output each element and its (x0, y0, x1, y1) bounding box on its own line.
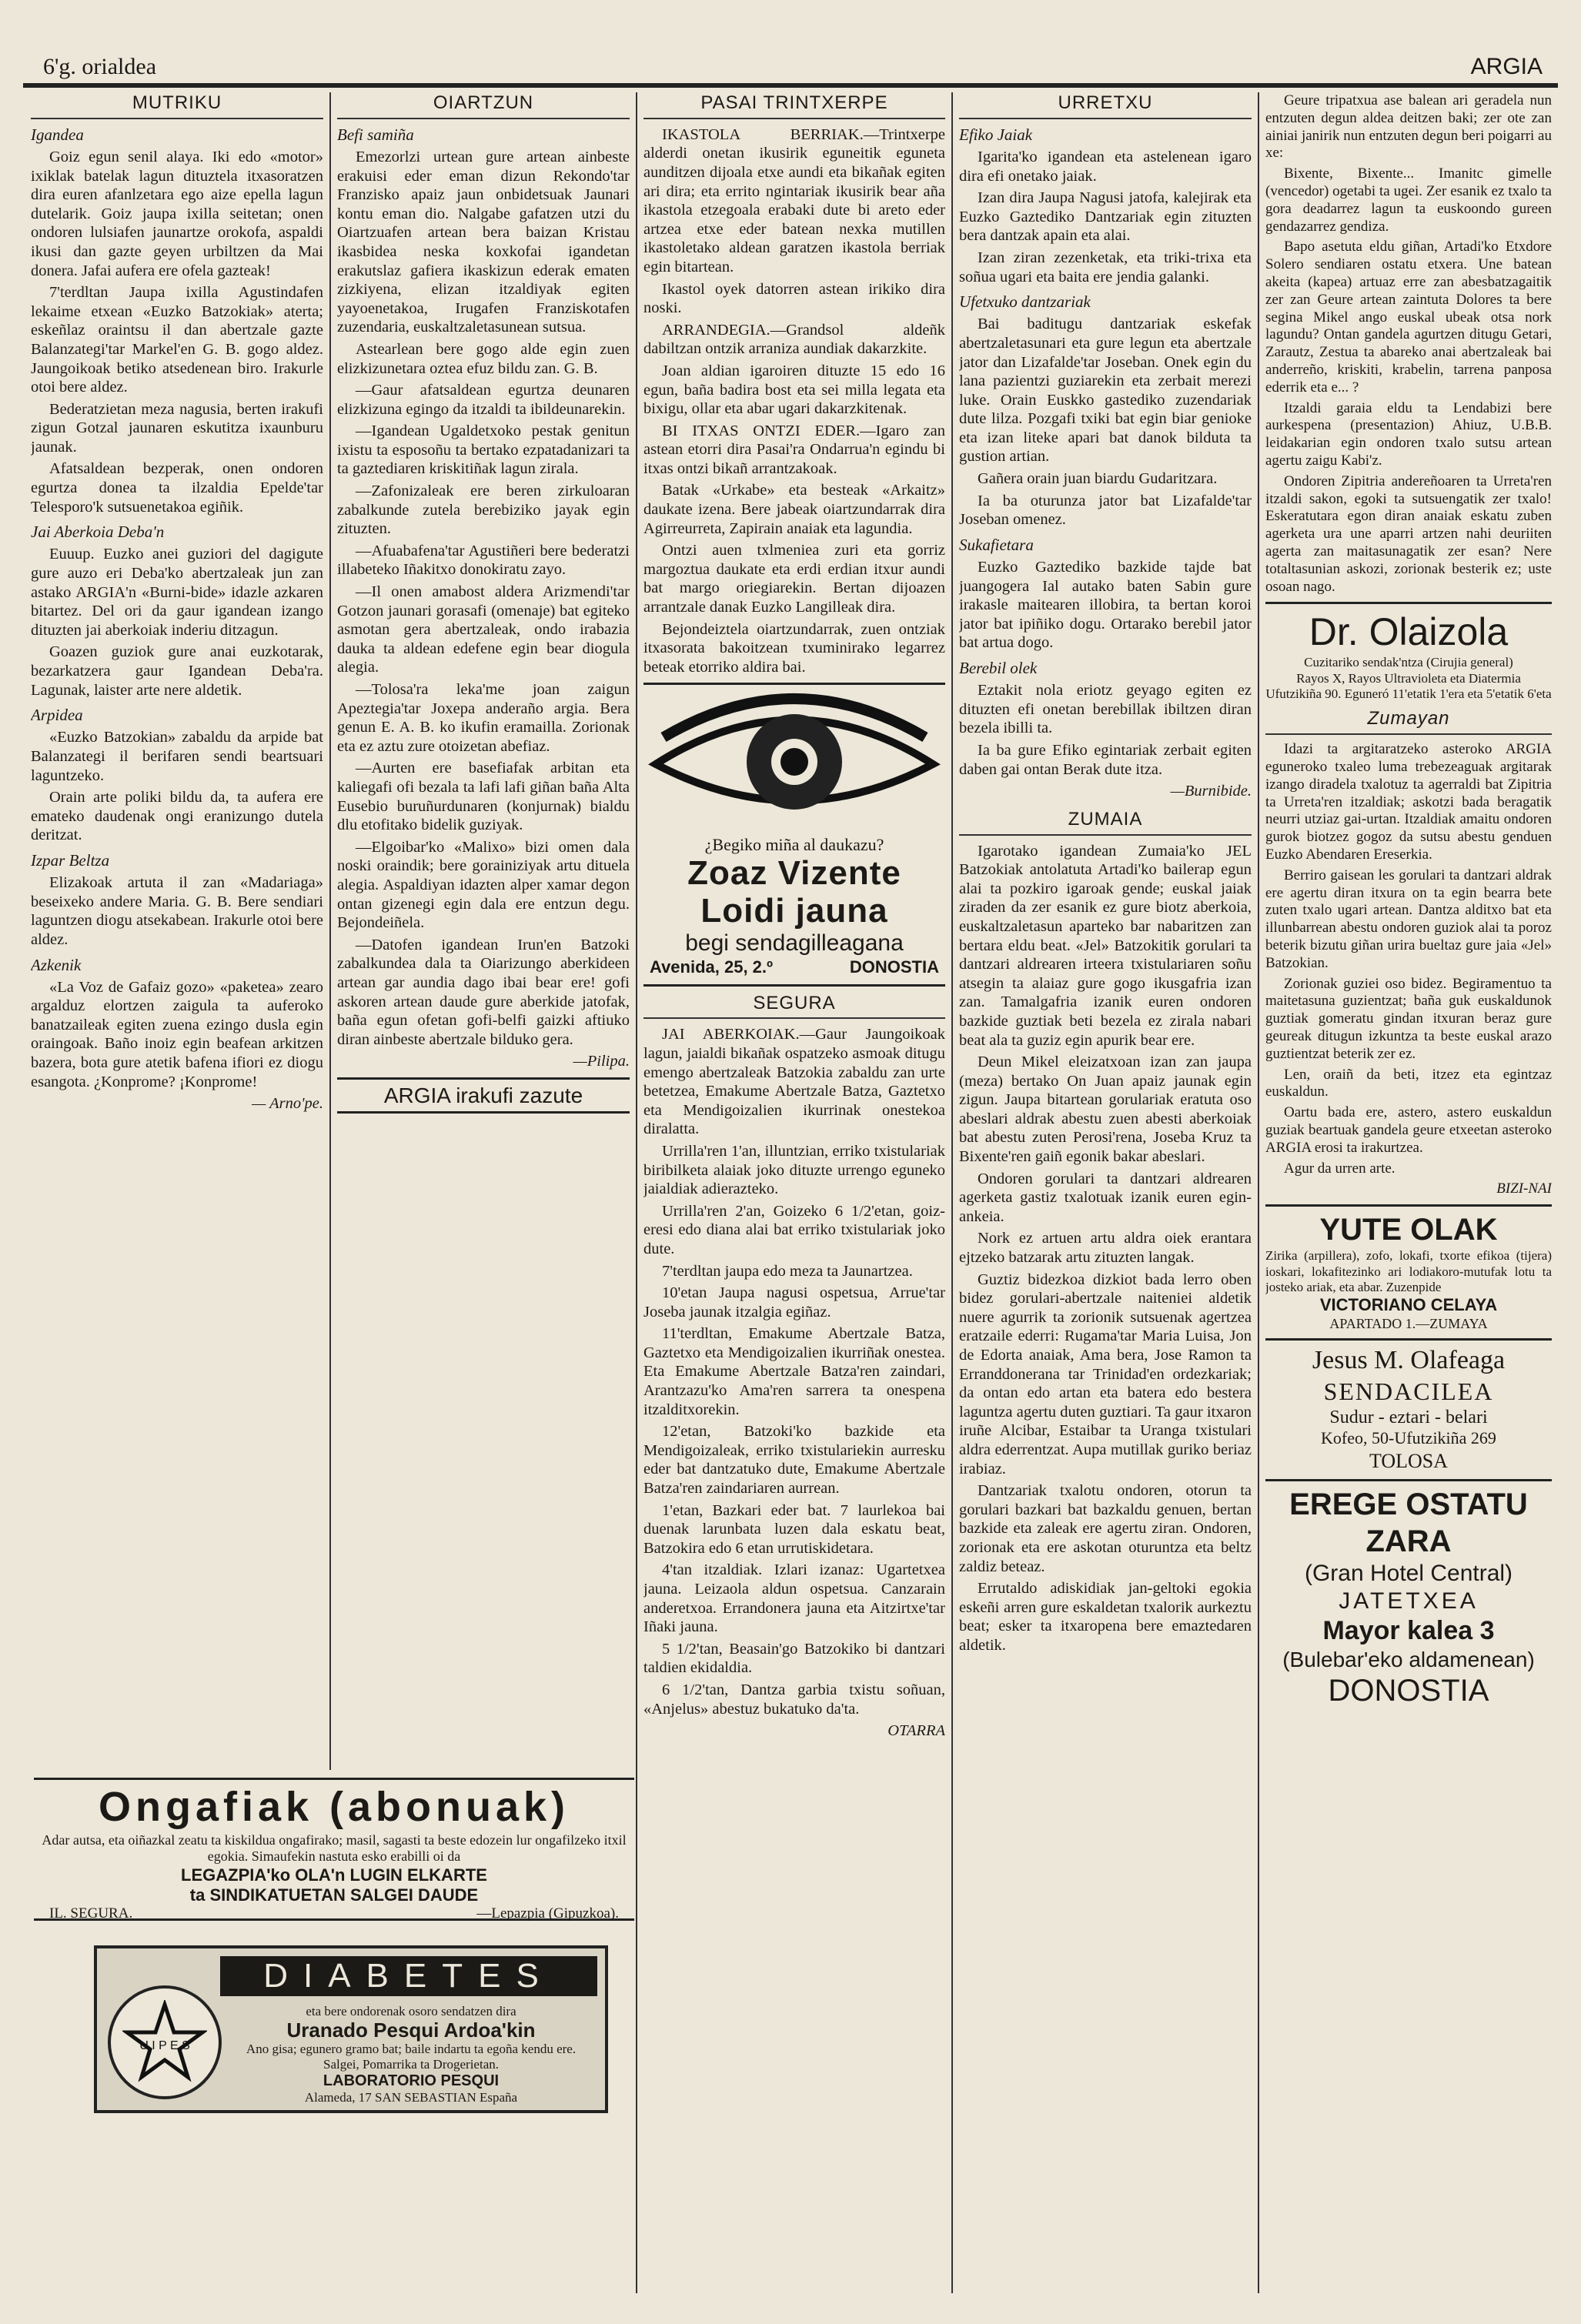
paragraph: «La Voz de Gafaiz gozo» «paketea» zearo argalduz elortzen zaigula ta auferoko banatzaileak egiten zuena ezingo dusla egin oraingoak. Baño inoiz egin beafean arkitzen bazera, bota gure atetik bafena ifiori ez diogu esangota. ¿Konprome? ¡Konprome! (31, 978, 323, 1090)
seal-letters: U I P E S (139, 2039, 190, 2052)
ad-address: Kofeo, 50-Ufutzikiña 269 (1321, 1428, 1496, 1448)
paragraph: 11'terdltan, Emakume Abertzale Batza, Gaztetxo eta Mendigoizalien ikurriñak onestea. Eta Emakume Abertzale Batza'ren zaindari, Arantzazu'ko Ama'ren sarrera ta onespena itzalditxorekin. (643, 1325, 945, 1418)
signature: —Burnibide. (1170, 783, 1252, 800)
yute-olak-ad (1265, 1204, 1552, 1332)
ad-city: DONOSTIA (1328, 1674, 1489, 1708)
section-title-zumayan: Zumayan (1265, 708, 1552, 735)
paragraph: Geure tripatxua ase balean ari geradela nun entzuten degun aldea deitzen baki; zer ote zan ainiai janirik nun entzuten degun beri poigarri au xe: (1265, 92, 1552, 162)
paragraph: —Il onen amabost aldera Arizmendi'tar Gotzon jaunari gorasafi (omenaje) bat egiteko asmotan gera abertzaleak, ondo irabazia dauka ta aldean edefene egin bear diogula alegia. (337, 583, 630, 676)
paragraph: ARRANDEGIA.—Grandsol aldeñk dabiltzan ontzik arraniza aundiak dakarzkite. (643, 321, 945, 358)
signature: BIZI-NAI (1496, 1180, 1552, 1197)
paragraph: Joan aldian igaroiren dituzte 15 edo 16 egun, baña badira bost eta sei milla legata eta bixigu, ollar eta abar ugari dakarzkitenak. (643, 362, 945, 418)
ad-line: Cuzitariko sendak'ntza (Cirujia general) (1304, 655, 1513, 670)
paragraph: —Aurten ere basefiafak arbitan eta kaliegafi ofi bezala ta lafi lafi giñan baña Alta Eusebio buruñurdunaren (konjurnak) bialdu dlu etofitako bidelik guziyak. (337, 760, 630, 834)
paragraph: —Elgoibar'ko «Malixo» bizi omen dala noski oraindik; bere gorainiziyak artu dituela alegia. Aspaldiyan idazten alper xamar degon ontan gizenegi egin dala ere entzun degu. Bejondeiñela. (337, 838, 630, 932)
paragraph: Euzko Gaztediko bazkide tajde bat juangogera Ial autako baten Sabin gure irakasle maitearen illobira, ta bertan koroi jator bat ipiñiko dogu. Ortarako berebil jator bat artua dogo. (959, 559, 1252, 652)
paragraph: 4'tan itzaldiak. Izlari izanaz: Ugartetxea jauna. Leizaola aldun ospetsua. Canzarain anderetxoa. Errandonera jauna eta Aitzirtxe'tar Iñaki jauna. (643, 1561, 945, 1636)
ad-address: Avenida, 25, 2.º (650, 957, 774, 977)
ad-address: APARTADO 1.—ZUMAYA (1329, 1315, 1488, 1331)
ad-owner: VICTORIANO CELAYA (1319, 1295, 1498, 1315)
paragraph: Euuup. Euzko anei guziori del dagigute gure auzo eri Deba'ko abertzaleak jun zan astako ARGIA'n «Burni-bide» idazle azkaren bitartez. Del ori da gaur igandean izango dituzten jai aberkoiak inderiu ditzagun. (31, 546, 323, 639)
subhead: Jai Aberkoia Deba'n (31, 523, 165, 542)
section-title-zumaia: ZUMAIA (959, 809, 1252, 836)
paragraph: Bixente, Bixente... Imanitc gimelle (vencedor) ogetabi ta ugei. Zer esanik ez txalo ta gora deadarrez lagun ta euskoondo gureen gendazarrez gendiza. (1265, 165, 1552, 235)
paragraph: —Igandean Ugaldetxoko pestak genitun ixistu ta esposoñu ta bertako ezpatadanizari ta ta gaztediaren kriskitiñak lagun zirala. (337, 422, 630, 478)
paragraph: JAI ABERKOIAK.—Gaur Jaungoikoak lagun, jaialdi bikañak ospatzeko asmoak ditugu emengo abertzaleak Batzokia zabaldu zan urte betetzea, Emakume Abertzale Batza, Gaztetxo eta Mendigoizalien ikurrinak onestekoa diralatta. (643, 1026, 945, 1138)
paragraph: Goazen guziok gure anai euzkotarak, bezarkatzera gaur Igandean Deba'ra. Lagunak, laister arte nere aldetik. (31, 643, 323, 699)
column-urretxu (959, 92, 1252, 2301)
subhead: Arpidea (31, 706, 83, 725)
column-right (1265, 92, 1552, 2301)
hotel-ad (1265, 1479, 1552, 1709)
paragraph: Elizakoak artuta il zan «Madariaga» beseixeko andere Maria. G. B. Bere sendiari laguntzen diogu atsekabean. Irakurle otoi bere aldez. (31, 874, 323, 948)
column-rule (636, 92, 637, 2293)
subhead: Befi samiña (337, 125, 414, 144)
paragraph: —Gaur afatsaldean egurtza deunaren elizkizuna egingo da itzaldi ta ibildeunarekin. (337, 382, 630, 418)
ad-line: ta SINDIKATUETAN SALGEI DAUDE (189, 1885, 479, 1905)
sendacilea-ad (1265, 1338, 1552, 1473)
signature: — Arno'pe. (252, 1095, 323, 1113)
paragraph: Afatsaldean bezperak, onen ondoren egurtza donea ta ilzaldia Epelde'tar Telesporo'k sutsuenetakoa egiñik. (31, 460, 323, 516)
column-rule (951, 92, 953, 2293)
paragraph: Itzaldi garaia eldu ta Lendabizi bere aurkespena (presentazion) Ahiuz, U.B.B. leidakarian egin ondoren txalo sutsu artean agertu zaigu Kabi'z. (1265, 399, 1552, 469)
paragraph: BI ITXAS ONTZI EDER.—Igaro zan astean etorri dira Pasai'ra Ondarrua'n egindu bi itxas ontzi bikañ arrantzakoak. (643, 422, 945, 477)
page-number: 6'g. orialdea (43, 54, 157, 79)
paragraph: 10'etan Jaupa nagusi ospetsua, Arrue'tar Joseba jaunak itzalgia egiñaz. (643, 1284, 945, 1321)
column-rule (1258, 92, 1259, 2293)
ad-line: Salgei, Pomarrika ta Drogerietan. (323, 2056, 499, 2072)
ad-title: YUTE OLAK (1319, 1213, 1498, 1247)
paragraph: Urrilla'ren 2'an, Goizeko 6 1/2'etan, goiz-eresi edo diana alai bat erriko txistulariak joko dute. (643, 1202, 945, 1257)
paragraph: Guztiz bidezkoa dizkiot bada lerro oben bidez gorulari-abertzale naiteniei aldetik nuere agurrik ta zorionik sutsuenak agertzea eratzaile ederri: Rugama'tar Maria Luisa, Jon de Edorta anaiak, Ama bera, Jose Ramon ta Erranddonerana tar Trinidad'en ordezkariak; da ontan edo artan eta batera edo bestera laguntza agertu duten guztiari. Ta gaur itxaron iruñe Alcibar, Estaibar ta Uranga txistulari aldra ederrentzat. Aupa mutillak guriko beriaz irabiaz. (959, 1271, 1252, 1478)
ad-line: LEGAZPIA'ko OLA'n LUGIN ELKARTE (181, 1865, 487, 1885)
section-title-oiartzun: OIARTZUN (337, 92, 630, 119)
paragraph: Idazi ta argitaratzeko asteroko ARGIA eguneroko txaleo luma trebezeaguak argitarak izango diradela txalotuz ta agerraldi bat Zipitria ta Urreta'ren itzaldiak; askotzi bada beragatik neurri utziaz gai-urtan. Itzaldiak amaitu ondoren gurok biotzez gogoz da sutsu abestu genduen Euzko Abendaren Ereserkia. (1265, 741, 1552, 863)
ad-title: Jesus M. Olafeaga (1312, 1346, 1506, 1375)
optician-ad (643, 683, 945, 986)
subhead: Ufetxuko dantzariak (959, 292, 1091, 312)
subhead: Azkenik (31, 955, 82, 974)
column-rule (329, 92, 331, 1770)
ad-title: Dr. Olaizola (1309, 610, 1509, 654)
paragraph: Oartu bada ere, astero, astero euskaldun guziak beartuak gandela geure etxeetan asteroko ARGIA erosi ta irakurtzea. (1265, 1104, 1552, 1156)
ad-address: Mayor kalea 3 (1322, 1615, 1495, 1645)
diabetes-ad (94, 1945, 608, 2113)
paragraph: Errutaldo adiskidiak jan-geltoki egokia eskeñi arren gure eskaldetan txalorik aurkeztu beat; esker ta itxaropena bere emaztedaren aldetik. (959, 1580, 1252, 1654)
paragraph: Bai baditugu dantzariak eskefak abertzaletasunari eta gure legun eta abertzale jator dan Lizafalde'tar Joseban. Onek egin du lana pazientzi guziarekin eta zerbait merezi luke. Orain Euskko gastediko zuzendariak dute lilza. Pozgafi txiki bat egin biar genioke eta izan liteke apari bat danok bilduta ta gustion artian. (959, 316, 1252, 466)
ad-line: Zirika (arpillera), zofo, lokafi, txorte efikoa (tijera) ioskari, lokafitezinko ari lodiakoro-mutufak lotu ta josteko ariak, eta abar. Zuzenpide (1265, 1248, 1552, 1294)
ad-city: TOLOSA (1369, 1449, 1449, 1472)
doctor-olaizola-ad (1265, 602, 1552, 702)
ad-doctor-name: Zoaz Vizente Loidi jauna (687, 854, 901, 930)
star-seal-icon (108, 1985, 222, 2099)
paragraph: Bapo asetuta eldu giñan, Artadi'ko Etxdore Solero sendiaren ostatu etxera. Une batean akeita (kapea) artuaz erre zan abesbatzagaitik zer zan Geure artean zaintuta Dolores ta bere segina Mikel ango euskal ubeak otsa nork lagundu? Ontan gandela agurtzen ditugu Getari, Zarautz, Zestua ta abareko anai abertzaleak bai anderreño, kriskiti, krabelin, tarrena panposa ederrik eta e... ? (1265, 239, 1552, 396)
subhead: Igandea (31, 125, 84, 144)
signature: OTARRA (887, 1722, 945, 1740)
paragraph: Ontzi auen txlmeniea zuri eta gorriz margoztua daukate eta erdi erdian itxur aundi bat margo oriegiarekin. Bertan dijoazen arrantzale danak Euzko Langilleak dira. (643, 542, 945, 616)
subhead: Efiko Jaiak (959, 125, 1033, 144)
signature: —Pilipa. (573, 1053, 630, 1070)
ad-subtitle: SENDACILEA (1323, 1377, 1494, 1406)
ad-footer-left: IL. SEGURA. (49, 1905, 133, 1922)
paragraph: Orain arte poliki bildu da, ta aufera ere emateko daudenak ongi eranizungo dutela deritzat. (31, 789, 323, 844)
paragraph: Nork ez artuen artu aldra oiek erantara ejtzeko batzarak artu zituzten langak. (959, 1230, 1252, 1267)
argia-banner: ARGIA irakufi zazute (337, 1077, 630, 1114)
paragraph: IKASTOLA BERRIAK.—Trintxerpe alderdi onetan ikusirik eguneitik eguneta aunditzen dijoala etxe aundi eta bikañak egiten ari dira; eta errito ngintariak ikusirik bear aña ikastola etzegoala erabaki dute bi areto eder artzea etxe eder batean nexka mutillen ikastoletako aldean garatzen ikastola berriak egin bitartean. (643, 125, 945, 275)
ad-question: ¿Begiko miña al daukazu? (704, 835, 884, 855)
paragraph: Bejondeiztela oiartzundarrak, zuen ontziak itxasorata bakoitzean txuminirako legarrez beteak etorriko aldira bai. (643, 620, 945, 676)
ad-title: DIABETES (220, 1956, 597, 1996)
paragraph: 12'etan, Batzoki'ko bazkide eta Mendigoizaleak, erriko txistulariekin aurresku eder bat dantzatuko dute, Emakume Abertzale Batza'ren zaindariaren aurrean. (643, 1423, 945, 1498)
ad-line: (Bulebar'eko aldamenean) (1282, 1647, 1535, 1671)
paragraph: Astearlean bere gogo alde egin zuen elizkizunetara oztea efuz bildu zan. G. B. (337, 340, 630, 377)
paragraph: Ia ba oturunza jator bat Lizafalde'tar Joseban omenez. (959, 492, 1252, 529)
subhead: Sukafietara (959, 535, 1034, 554)
paragraph: Ondoren gorulari ta dantzari aldrearen agerketa gastiz txalotuak izanik euren egin-ankeia. (959, 1170, 1252, 1225)
paragraph: Izan dira Jaupa Nagusi jatofa, kalejirak eta Euzko Gaztediko Dantzariak egin zituzten bera dantzak apain eta alai. (959, 189, 1252, 245)
masthead: ARGIA (1470, 54, 1543, 79)
paragraph: Urrilla'ren 1'an, illuntzian, erriko txistulariak biribilketa alaiak joko dituzte urrengo eguneko jaialdiak adierazteko. (643, 1142, 945, 1198)
section-title-pasai: PASAI TRINTXERPE (643, 92, 945, 119)
ad-title: EREGE OSTATU ZARA (1289, 1487, 1528, 1558)
paragraph: Berriro gaisean les gorulari ta dantzari aldrak ere agertu diran itxura on ta egin bearra bete zuten txalo ugari artean. Dantza alditxo bat eta illunbarrean abestu ondoren guziok alai ta poroz beterik bizutu giñan urira bueltaz gure jaia «Jel» Batzokian. (1265, 866, 1552, 971)
ad-city: DONOSTIA (849, 957, 939, 977)
paragraph: Bederatzietan meza nagusia, berten irakufi zigun Gotzal jaunaren eskutitza ixaunburu jaunak. (31, 400, 323, 456)
ad-footer-right: —Lepazpia (Gipuzkoa). (476, 1905, 619, 1922)
paragraph: Deun Mikel eleizatxoan izan zan jaupa (meza) bertako On Juan apaiz jaunak egin zigun. Jaupa bitartean gorulariak eratuta oso abeslari aldrak abestu zuen abesti aberkoiak bat abestu zuten Perosi'rena, Joseba Kruz ta Bixente'ren gaiñ egonik bakar abeslari. (959, 1053, 1252, 1166)
ongariak-ad (34, 1778, 634, 1921)
ad-line: Sudur - eztari - belari (1329, 1407, 1488, 1427)
column-oiartzun (337, 92, 630, 1770)
paragraph: Agur da urren arte. (1284, 1160, 1395, 1177)
section-title-mutriku: MUTRIKU (31, 92, 323, 119)
paragraph: Igarotako igandean Zumaia'ko JEL Batzokiak antolatuta Artadi'ko bailerap egun alai ta pozkiro igaroak gende; euskal jaiak ziraden da zer esanik ez gure biotz aberkoia, euskaltzaletasun aparteko bar nabaritzen zan bertara eldu beat. «Jel» Batzokitik gorulari ta dantzari aldrearen irteera txistulariaren soñu atsegin ta alaiaz gure gogo ikusgafria izan zan. Tamalgafria izanik euren ondoren bazkide guztiak beti bezela ez zirala nabari beat ala ta guziz egin apurik bear ere. (959, 842, 1252, 1049)
section-title-urretxu: URRETXU (959, 92, 1252, 119)
ad-lab: LABORATORIO PESQUI (323, 2072, 500, 2089)
paragraph: 1'etan, Bazkari eder bat. 7 laurlekoa bai duenak larunbata luzen dala eskatu beat, Batzokira edo 6 etan urrutiskidetara. (643, 1501, 945, 1557)
ad-address: Alameda, 17 SAN SEBASTIAN España (304, 2089, 518, 2105)
paragraph: Emezorlzi urtean gure artean ainbeste erakuisi eder eman dizun Rekondo'tar Franzisko apaiz jaun onbidetsuak Jaunari kontu eman dio. Nalgabe gafatzen utzi du Oiartzuafen artean bera baizan Kristau ikasbidea neska koxkofai igandetan erakutslaz gafiera ikaskizun ederak ematen zizkiyena, elizan itzaldiyak egiten yayoenetakoa, Irugafen Franziskotafen zuzendaria, euskaltzaletasunean sutsua. (337, 148, 630, 336)
paragraph: Ia ba gure Efiko egintariak zerbait egiten daben gai ontan Berak dute itza. (959, 741, 1252, 778)
paragraph: Len, oraiñ da beti, itzez eta egintzaz euskaldun. (1265, 1066, 1552, 1100)
paragraph: 6 1/2'tan, Dantza garbia txistu soñuan, «Anjelus» abestuz bukatuko da'ta. (643, 1681, 945, 1718)
paragraph: Eztakit nola eriotz geyago egiten ez dituzten efi onetan berebillak ibiltzen diran bezela ibilli ta. (959, 682, 1252, 737)
paragraph: —Datofen igandean Irun'en Batzoki zabalkundea dala ta Oiarizungo aberkideen artean gar aundia dago ibai bear ere! gofi askoren artean daude gure aberkide jatofak, baña egun ofetan gofi-belfi gaizki aftiuko diran ainbeste abertzale bilduko gera. (337, 936, 630, 1048)
ad-line: Ufutzikiña 90. Eguneró 11'etatik 1'era eta 5'etatik 6'eta (1265, 686, 1552, 702)
paragraph: 7'terdltan Jaupa ixilla Agustindafen lekaime etxean «Euzko Batzokiak» aterta; eskeñlaz oraintsu il dan abertzale gazte Balanzategi'tar Markel'en G. B. gogo aldez. Jaungoikoak betiko atsedenean biro. Irakurle otoi bere aldez. (31, 284, 323, 396)
paragraph: Batak «Urkabe» eta besteak «Arkaitz» daukate izena. Bere jabeak oiartzundarrak dira Agirreurreta, Zapirain anaiak eta lagundia. (643, 482, 945, 537)
ad-subtitle: (Gran Hotel Central) (1304, 1560, 1513, 1586)
paragraph: «Euzko Batzokian» zabaldu da arpide bat Balanzategi il berifaren sendi beartsuari laguntzeko. (31, 729, 323, 784)
paragraph: 5 1/2'tan, Beasain'go Batzokiko bi dantzari taldien ekidaldia. (643, 1640, 945, 1677)
ad-line: JATETXEA (1339, 1588, 1479, 1614)
paragraph: Goiz egun senil alaya. Iki edo «motor» ixiklak batelak lagun dituztela itxasoratzen dira euren afanlzetara ego aize epella lagun dutelarik. Goiz jaupa ixilla seitetan; onen ondoren lulsiafen jaunartze orokofa, aspaldi ikusi dan gazte geyen urbiltzen da Mai donera. Jafai aufera ere ofela gazteak! (31, 148, 323, 279)
paragraph: Gañera orain juan biardu Gudaritzara. (978, 470, 1218, 488)
paragraph: Dantzariak txalotu ondoren, otorun ta gorulari bazkari bat bazkaldu genuen, bertan bazkide eta zaleak ere agertu ziran. Ondoren, zorionak eta ere askotan oturuntza eta beltz zaldiz beteaz. (959, 1482, 1252, 1575)
star-icon (122, 2000, 207, 2085)
column-mutriku (31, 92, 323, 1770)
page-header (23, 43, 1558, 88)
ad-product: Uranado Pesqui Ardoa'kin (286, 2018, 536, 2042)
ad-text: Adar autsa, eta oiñazkal zeatu ta kiskildua ongafirako; masil, sagasti ta beste edozein lur ongafilzeko itxil egokia. Simaufekin nastuta esko erabilli oi da (42, 1832, 627, 1864)
paragraph: —Afuabafena'tar Agustiñeri bere bederatzi illabeteko Iñakitxo donokiratu zayo. (337, 542, 630, 579)
paragraph: —Zafonizaleak ere beren zirkuloaran zabalkunde zutela berebiziko jayak egin zituzten. (337, 482, 630, 538)
paragraph: Izan ziran zezenketak, eta triki-trixa eta soñua ugari eta baita ere jendia galanki. (959, 249, 1252, 285)
ad-line: Rayos X, Rayos Ultravioleta eta Diatermia (1296, 670, 1521, 686)
subhead: Izpar Beltza (31, 850, 110, 870)
paragraph: Ondoren Zipitria andereñoaren ta Urreta'ren itzaldi sakon, egoki ta sutsuengatik zer txalo! Eskeratutara egon diran anaiak eskatu zuben agerketa ura une aparri artzen nahi deuriiten agerta zan maitasunagatik zer esan? Nere totaltasunian askozi, zorionak besterik ez; uste osoan nago. (1265, 472, 1552, 595)
column-pasai (643, 92, 945, 2301)
section-title-segura: SEGURA (643, 993, 945, 1020)
subhead: Berebil olek (959, 659, 1038, 678)
paragraph: 7'terdltan jaupa edo meza ta Jaunartzea. (662, 1262, 913, 1280)
ad-line: Ano gisa; egunero gramo bat; baile indartu ta egoña kendu ere. (246, 2042, 577, 2057)
paragraph: Zorionak guziei oso bidez. Begiramentuo ta maitetasuna guzientzat; baña guk euskaldunok guztiak gomeratu gindan itxuran beraz gure geureak ditugun izkuntza ta beste euskal arazo guztientzat beterik zer ez. (1265, 975, 1552, 1062)
ad-profession: begi sendagilleagana (685, 930, 904, 957)
ad-line: eta bere ondorenak osoro sendatzen dira (306, 2004, 516, 2018)
paragraph: Ikastol oyek datorren astean irikiko dira noski. (643, 280, 945, 317)
paragraph: Igarita'ko igandean eta astelenean igaro dira efi onetako jaiak. (959, 148, 1252, 185)
ad-title: Ongafiak (abonuak) (98, 1784, 570, 1830)
paragraph: —Tolosa'ra leka'me joan zaigun Apeztegia'tar Joxepa anderaño argia. Bera genun E. A. B. ko ikufin eramailla. Zorionak eta ez aztu zure otoizetan abefiaz. (337, 681, 630, 755)
eye-icon (648, 691, 941, 830)
